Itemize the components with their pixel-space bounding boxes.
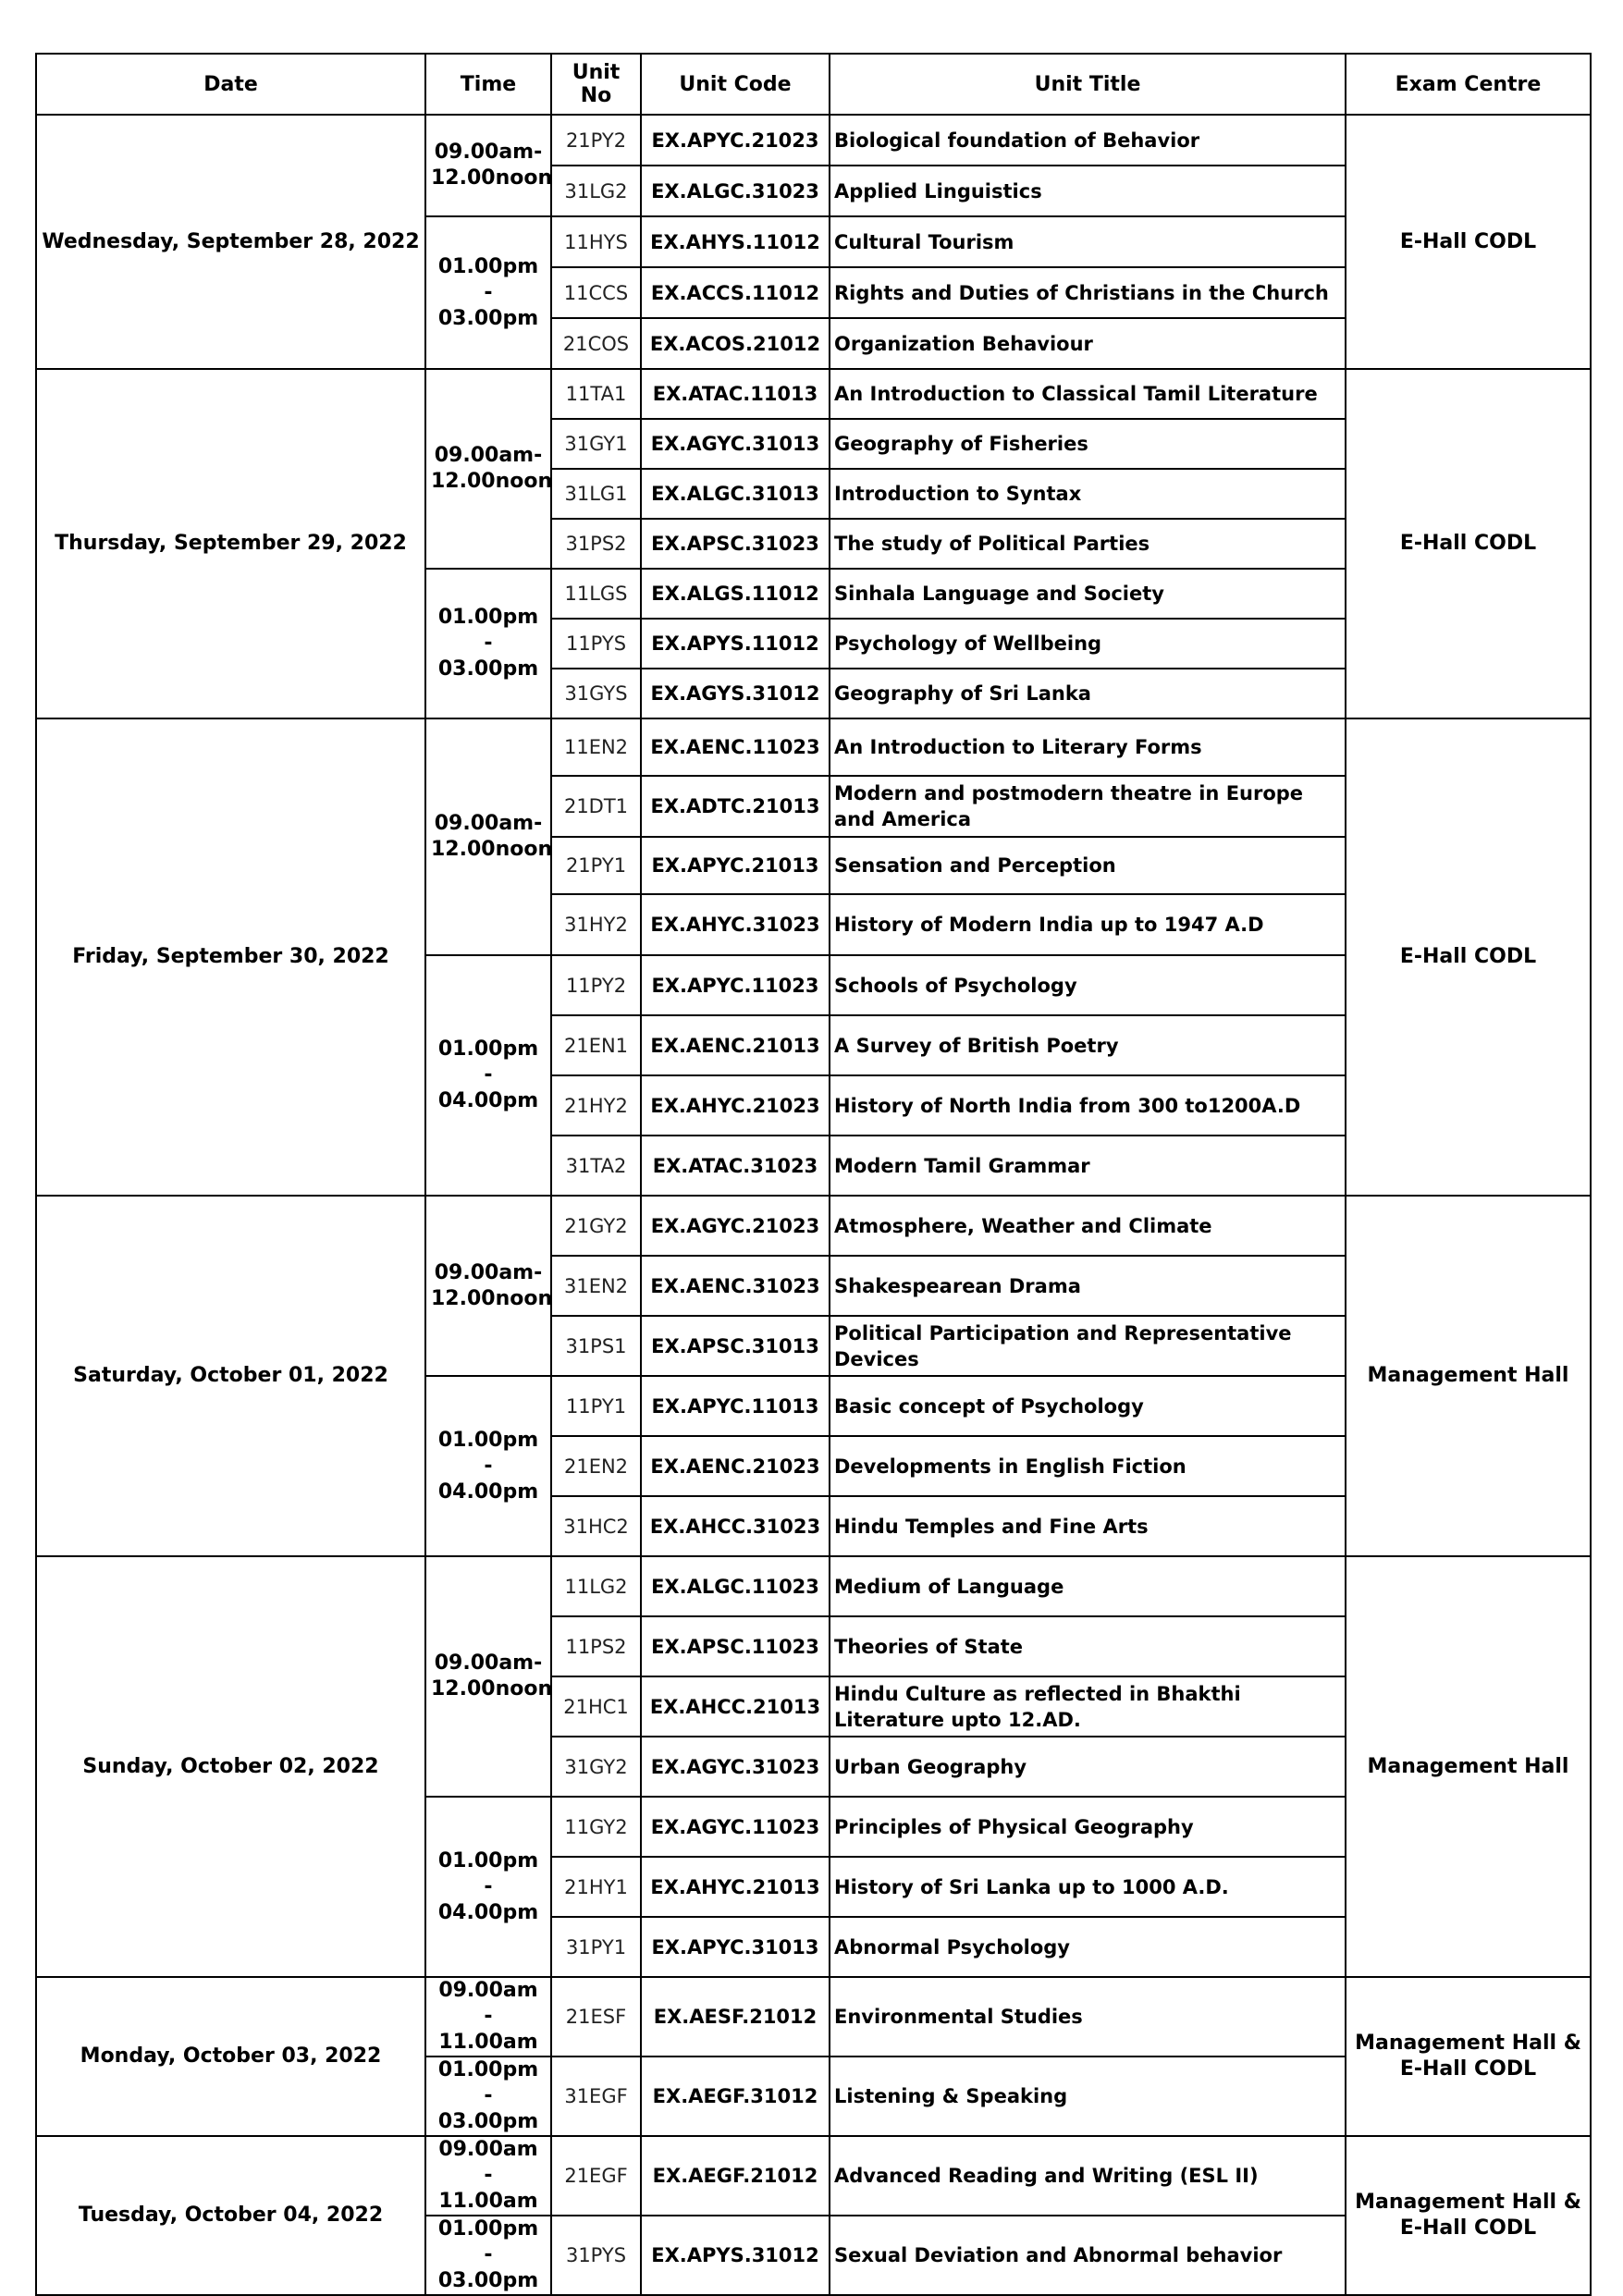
exam-time: 09.00am- 12.00noon xyxy=(425,718,551,955)
unit-title: Applied Linguistics xyxy=(830,166,1346,216)
unit-code: EX.AENC.31023 xyxy=(641,1256,830,1316)
header-date: Date xyxy=(36,54,425,115)
unit-number: 21ESF xyxy=(551,1977,641,2057)
exam-centre: Management Hall xyxy=(1346,1556,1591,1977)
unit-number: 11PY1 xyxy=(551,1376,641,1436)
exam-time: 01.00pm - 04.00pm xyxy=(425,955,551,1196)
unit-title: Organization Behaviour xyxy=(830,318,1346,369)
unit-code: EX.APYC.11023 xyxy=(641,955,830,1015)
unit-title: An Introduction to Classical Tamil Literature xyxy=(830,369,1346,419)
header-unit-title: Unit Title xyxy=(830,54,1346,115)
unit-code: EX.ALGC.11023 xyxy=(641,1556,830,1616)
unit-title: Medium of Language xyxy=(830,1556,1346,1616)
unit-code: EX.AGYC.21023 xyxy=(641,1196,830,1256)
unit-code: EX.AGYC.11023 xyxy=(641,1797,830,1857)
unit-number: 21PY2 xyxy=(551,115,641,166)
unit-title: A Survey of British Poetry xyxy=(830,1015,1346,1075)
unit-title: Listening & Speaking xyxy=(830,2057,1346,2136)
unit-number: 11EN2 xyxy=(551,718,641,776)
unit-title: Sexual Deviation and Abnormal behavior xyxy=(830,2216,1346,2295)
unit-title: Geography of Fisheries xyxy=(830,419,1346,469)
unit-number: 31PYS xyxy=(551,2216,641,2295)
unit-title: Hindu Temples and Fine Arts xyxy=(830,1496,1346,1556)
table-row xyxy=(36,369,1591,419)
unit-code: EX.AENC.11023 xyxy=(641,718,830,776)
unit-number: 11PYS xyxy=(551,619,641,669)
exam-date: Wednesday, September 28, 2022 xyxy=(36,115,425,369)
unit-code: EX.AHYC.21013 xyxy=(641,1857,830,1917)
unit-number: 31EN2 xyxy=(551,1256,641,1316)
unit-code: EX.ATAC.11013 xyxy=(641,369,830,419)
exam-time: 09.00am - 11.00am xyxy=(425,1977,551,2057)
unit-title: Modern and postmodern theatre in Europe and America xyxy=(830,776,1346,837)
unit-number: 21EGF xyxy=(551,2136,641,2216)
exam-centre: Management Hall & E-Hall CODL xyxy=(1346,1977,1591,2136)
unit-title: Developments in English Fiction xyxy=(830,1436,1346,1496)
exam-date: Monday, October 03, 2022 xyxy=(36,1977,425,2136)
unit-number: 31HC2 xyxy=(551,1496,641,1556)
unit-code: EX.ALGC.31023 xyxy=(641,166,830,216)
unit-number: 21COS xyxy=(551,318,641,369)
unit-title: An Introduction to Literary Forms xyxy=(830,718,1346,776)
unit-number: 21EN2 xyxy=(551,1436,641,1496)
unit-title: The study of Political Parties xyxy=(830,519,1346,569)
timetable-body xyxy=(36,115,1591,2295)
unit-number: 31TA2 xyxy=(551,1136,641,1196)
unit-code: EX.APSC.31023 xyxy=(641,519,830,569)
unit-number: 21HY2 xyxy=(551,1075,641,1136)
unit-number: 31GY1 xyxy=(551,419,641,469)
unit-code: EX.APYC.21013 xyxy=(641,837,830,894)
exam-time: 01.00pm - 04.00pm xyxy=(425,1797,551,1977)
unit-code: EX.AEGF.21012 xyxy=(641,2136,830,2216)
unit-code: EX.ATAC.31023 xyxy=(641,1136,830,1196)
unit-number: 31PS2 xyxy=(551,519,641,569)
unit-title: History of Modern India up to 1947 A.D xyxy=(830,894,1346,955)
exam-centre: E-Hall CODL xyxy=(1346,718,1591,1196)
unit-number: 11PS2 xyxy=(551,1616,641,1676)
unit-number: 21PY1 xyxy=(551,837,641,894)
exam-time: 09.00am- 12.00noon xyxy=(425,369,551,569)
unit-code: EX.ACCS.11012 xyxy=(641,267,830,318)
unit-code: EX.AENC.21013 xyxy=(641,1015,830,1075)
unit-code: EX.APYC.11013 xyxy=(641,1376,830,1436)
unit-code: EX.APYC.31013 xyxy=(641,1917,830,1977)
unit-code: EX.AGYC.31023 xyxy=(641,1737,830,1797)
exam-date: Friday, September 30, 2022 xyxy=(36,718,425,1196)
unit-code: EX.APYS.11012 xyxy=(641,619,830,669)
unit-number: 31EGF xyxy=(551,2057,641,2136)
unit-number: 11GY2 xyxy=(551,1797,641,1857)
exam-centre: E-Hall CODL xyxy=(1346,115,1591,369)
unit-number: 21GY2 xyxy=(551,1196,641,1256)
unit-title: Shakespearean Drama xyxy=(830,1256,1346,1316)
unit-title: Sensation and Perception xyxy=(830,837,1346,894)
exam-time: 09.00am - 11.00am xyxy=(425,2136,551,2216)
unit-title: Introduction to Syntax xyxy=(830,469,1346,519)
exam-time: 09.00am- 12.00noon xyxy=(425,115,551,216)
exam-time: 01.00pm - 03.00pm xyxy=(425,569,551,718)
unit-code: EX.AHYC.21023 xyxy=(641,1075,830,1136)
unit-number: 31LG1 xyxy=(551,469,641,519)
exam-time: 01.00pm - 03.00pm xyxy=(425,2216,551,2295)
unit-code: EX.APYS.31012 xyxy=(641,2216,830,2295)
exam-time: 01.00pm - 04.00pm xyxy=(425,1376,551,1556)
unit-number: 21EN1 xyxy=(551,1015,641,1075)
unit-title: Hindu Culture as reflected in Bhakthi Literature upto 12.AD. xyxy=(830,1676,1346,1737)
table-row xyxy=(36,115,1591,166)
header-row xyxy=(36,54,1591,115)
unit-title: History of North India from 300 to1200A.D xyxy=(830,1075,1346,1136)
unit-title: Principles of Physical Geography xyxy=(830,1797,1346,1857)
unit-code: EX.ALGS.11012 xyxy=(641,569,830,619)
unit-number: 31PS1 xyxy=(551,1316,641,1376)
exam-time: 09.00am- 12.00noon xyxy=(425,1556,551,1797)
unit-title: History of Sri Lanka up to 1000 A.D. xyxy=(830,1857,1346,1917)
unit-number: 21HC1 xyxy=(551,1676,641,1737)
exam-date: Sunday, October 02, 2022 xyxy=(36,1556,425,1977)
unit-number: 31LG2 xyxy=(551,166,641,216)
unit-number: 31GYS xyxy=(551,669,641,718)
unit-title: Atmosphere, Weather and Climate xyxy=(830,1196,1346,1256)
unit-title: Schools of Psychology xyxy=(830,955,1346,1015)
unit-code: EX.AGYS.31012 xyxy=(641,669,830,718)
unit-number: 11HYS xyxy=(551,216,641,267)
unit-code: EX.AGYC.31013 xyxy=(641,419,830,469)
unit-title: Theories of State xyxy=(830,1616,1346,1676)
exam-centre: Management Hall & E-Hall CODL xyxy=(1346,2136,1591,2295)
header-time: Time xyxy=(425,54,551,115)
unit-title: Cultural Tourism xyxy=(830,216,1346,267)
header-exam-centre: Exam Centre xyxy=(1346,54,1591,115)
unit-code: EX.AESF.21012 xyxy=(641,1977,830,2057)
unit-title: Basic concept of Psychology xyxy=(830,1376,1346,1436)
unit-number: 11PY2 xyxy=(551,955,641,1015)
table-row xyxy=(36,718,1591,776)
unit-number: 31GY2 xyxy=(551,1737,641,1797)
unit-code: EX.APSC.11023 xyxy=(641,1616,830,1676)
exam-centre: E-Hall CODL xyxy=(1346,369,1591,718)
unit-title: Rights and Duties of Christians in the Church xyxy=(830,267,1346,318)
exam-time: 09.00am- 12.00noon xyxy=(425,1196,551,1376)
unit-title: Abnormal Psychology xyxy=(830,1917,1346,1977)
unit-title: Advanced Reading and Writing (ESL II) xyxy=(830,2136,1346,2216)
unit-code: EX.AENC.21023 xyxy=(641,1436,830,1496)
exam-time: 01.00pm - 03.00pm xyxy=(425,2057,551,2136)
unit-code: EX.ACOS.21012 xyxy=(641,318,830,369)
unit-title: Psychology of Wellbeing xyxy=(830,619,1346,669)
unit-code: EX.AHCC.21013 xyxy=(641,1676,830,1737)
unit-code: EX.AHYS.11012 xyxy=(641,216,830,267)
table-row xyxy=(36,2136,1591,2216)
unit-title: Environmental Studies xyxy=(830,1977,1346,2057)
exam-time: 01.00pm - 03.00pm xyxy=(425,216,551,369)
exam-centre: Management Hall xyxy=(1346,1196,1591,1556)
unit-title: Geography of Sri Lanka xyxy=(830,669,1346,718)
unit-number: 21DT1 xyxy=(551,776,641,837)
table-row xyxy=(36,1196,1591,1256)
unit-number: 11TA1 xyxy=(551,369,641,419)
unit-title: Biological foundation of Behavior xyxy=(830,115,1346,166)
exam-timetable xyxy=(35,53,1590,2296)
unit-code: EX.ALGC.31013 xyxy=(641,469,830,519)
unit-code: EX.AEGF.31012 xyxy=(641,2057,830,2136)
header-unit-code: Unit Code xyxy=(641,54,830,115)
unit-title: Political Participation and Representative Devices xyxy=(830,1316,1346,1376)
unit-title: Sinhala Language and Society xyxy=(830,569,1346,619)
unit-code: EX.AHCC.31023 xyxy=(641,1496,830,1556)
unit-number: 11LGS xyxy=(551,569,641,619)
unit-code: EX.AHYC.31023 xyxy=(641,894,830,955)
unit-code: EX.APSC.31013 xyxy=(641,1316,830,1376)
header-unit-no: Unit No xyxy=(551,54,641,115)
exam-date: Tuesday, October 04, 2022 xyxy=(36,2136,425,2295)
unit-code: EX.APYC.21023 xyxy=(641,115,830,166)
exam-date: Thursday, September 29, 2022 xyxy=(36,369,425,718)
unit-number: 31PY1 xyxy=(551,1917,641,1977)
table-row xyxy=(36,1556,1591,1616)
unit-number: 31HY2 xyxy=(551,894,641,955)
unit-number: 21HY1 xyxy=(551,1857,641,1917)
unit-code: EX.ADTC.21013 xyxy=(641,776,830,837)
timetable-table xyxy=(35,53,1592,2296)
table-row xyxy=(36,1977,1591,2057)
unit-number: 11LG2 xyxy=(551,1556,641,1616)
unit-title: Urban Geography xyxy=(830,1737,1346,1797)
unit-number: 11CCS xyxy=(551,267,641,318)
exam-date: Saturday, October 01, 2022 xyxy=(36,1196,425,1556)
unit-title: Modern Tamil Grammar xyxy=(830,1136,1346,1196)
